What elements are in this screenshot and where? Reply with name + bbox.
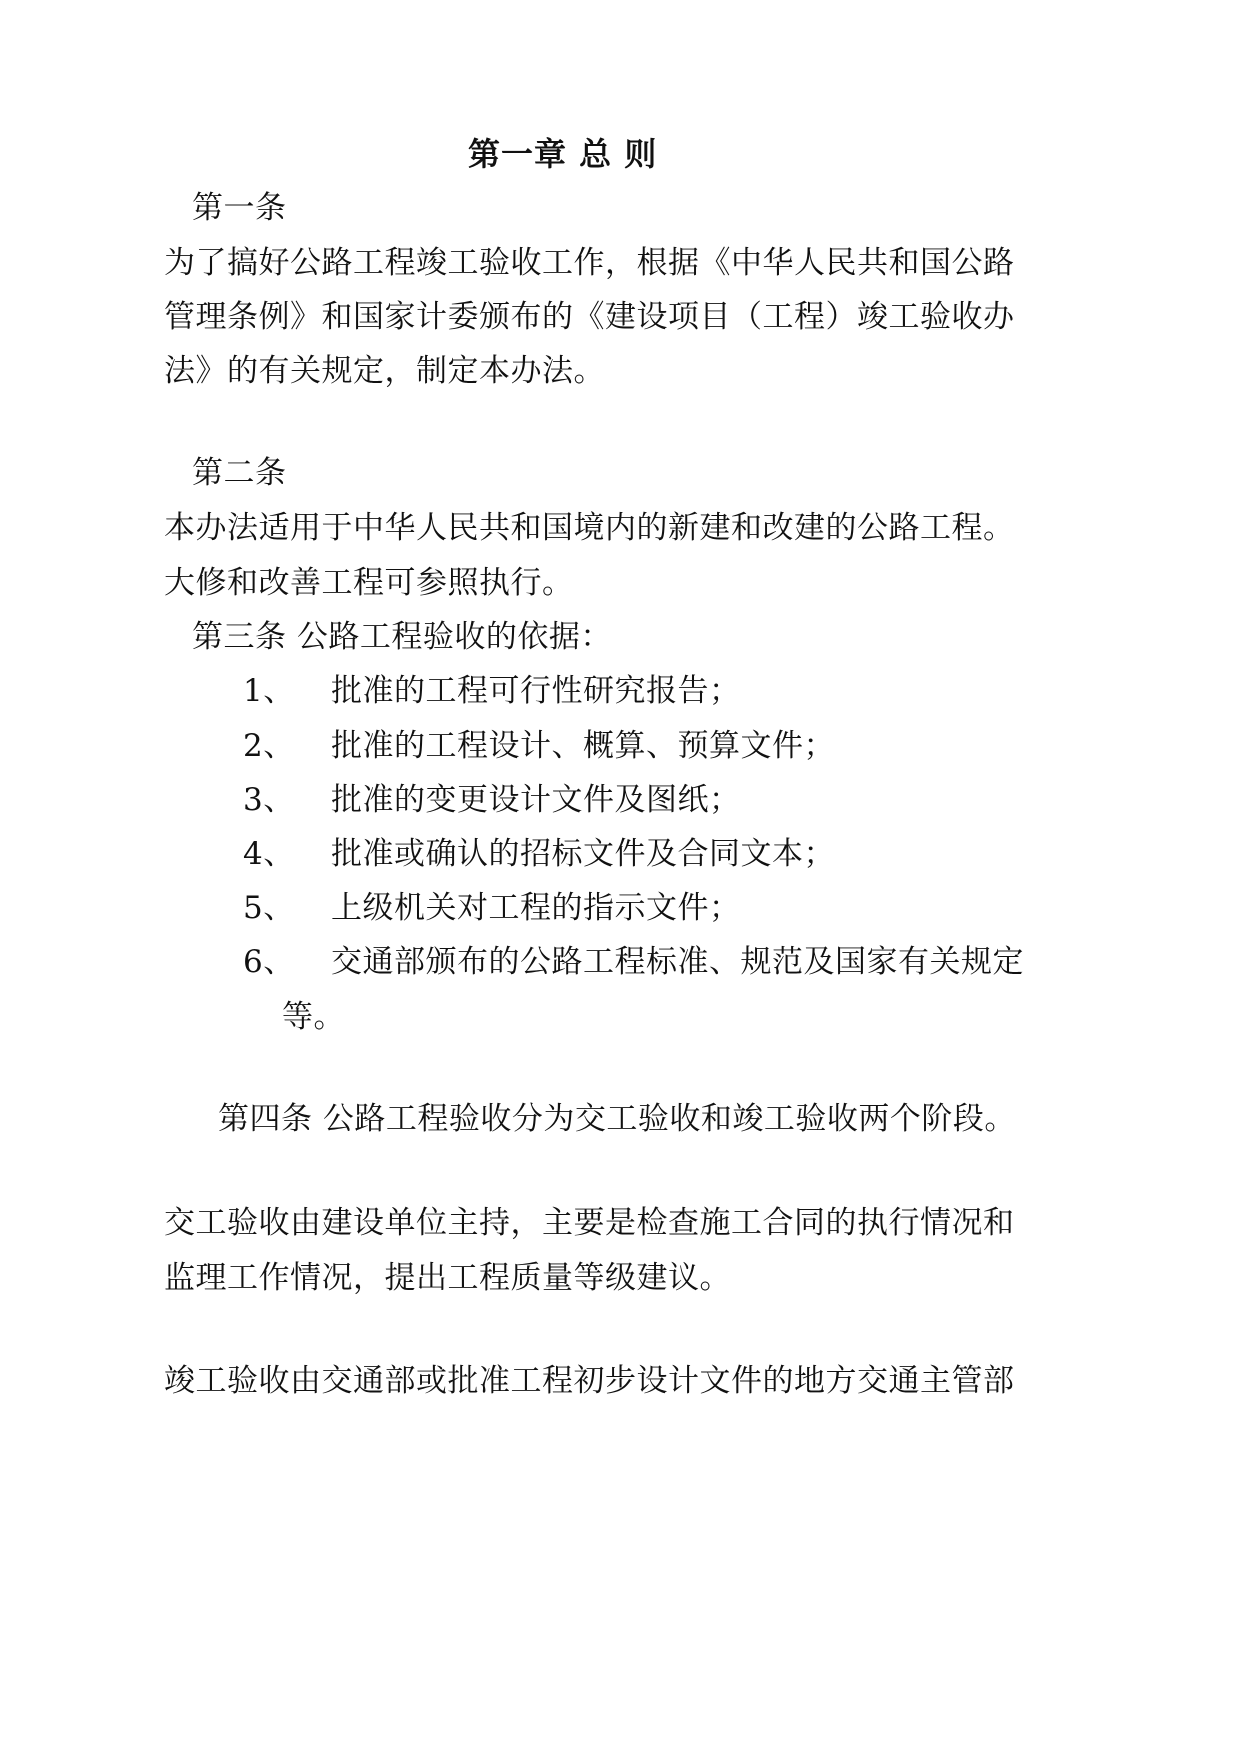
article-4-heading: 第四条 公路工程验收分为交工验收和竣工验收两个阶段。 <box>218 1101 1016 1137</box>
list-item-number: 2、 <box>243 728 295 764</box>
article-4-paragraph-line: 交工验收由建设单位主持，主要是检查施工合同的执行情况和 <box>164 1205 1015 1241</box>
list-item-text: 批准的工程设计、概算、预算文件； <box>331 728 835 764</box>
list-item-continuation: 等。 <box>282 999 345 1035</box>
article-1-line: 法》的有关规定，制定本办法。 <box>164 353 605 389</box>
list-item-text: 上级机关对工程的指示文件； <box>331 890 741 926</box>
list-item-text: 批准或确认的招标文件及合同文本； <box>331 836 835 872</box>
list-item-number: 6、 <box>243 944 295 980</box>
list-item-text: 批准的变更设计文件及图纸； <box>331 782 741 818</box>
article-1-line: 为了搞好公路工程竣工验收工作，根据《中华人民共和国公路 <box>164 245 1015 281</box>
basis-list-item <box>243 671 741 711</box>
list-item-text: 交通部颁布的公路工程标准、规范及国家有关规定 <box>331 944 1024 980</box>
article-1-line: 管理条例》和国家计委颁布的《建设项目（工程）竣工验收办 <box>164 299 1015 335</box>
article-2-line: 本办法适用于中华人民共和国境内的新建和改建的公路工程。 <box>164 510 1015 546</box>
chapter-title: 第一章 总 则 <box>468 135 658 173</box>
list-item-number: 3、 <box>243 782 295 818</box>
basis-list-item <box>243 726 835 766</box>
article-2-heading: 第二条 <box>192 455 287 491</box>
basis-list-item <box>243 780 741 820</box>
article-4-paragraph-line: 监理工作情况，提出工程质量等级建议。 <box>164 1260 731 1296</box>
article-3-heading: 第三条 公路工程验收的依据： <box>192 619 612 655</box>
basis-list-item <box>243 942 1024 982</box>
article-2-line: 大修和改善工程可参照执行。 <box>164 565 574 601</box>
article-4-paragraph-line: 竣工验收由交通部或批准工程初步设计文件的地方交通主管部 <box>164 1363 1015 1399</box>
list-item-number: 5、 <box>243 890 295 926</box>
basis-list-item <box>243 834 835 874</box>
list-item-number: 4、 <box>243 836 295 872</box>
article-1-heading: 第一条 <box>192 190 287 226</box>
list-item-text: 批准的工程可行性研究报告； <box>331 673 741 709</box>
basis-list-item <box>243 888 741 928</box>
list-item-number: 1、 <box>243 673 295 709</box>
